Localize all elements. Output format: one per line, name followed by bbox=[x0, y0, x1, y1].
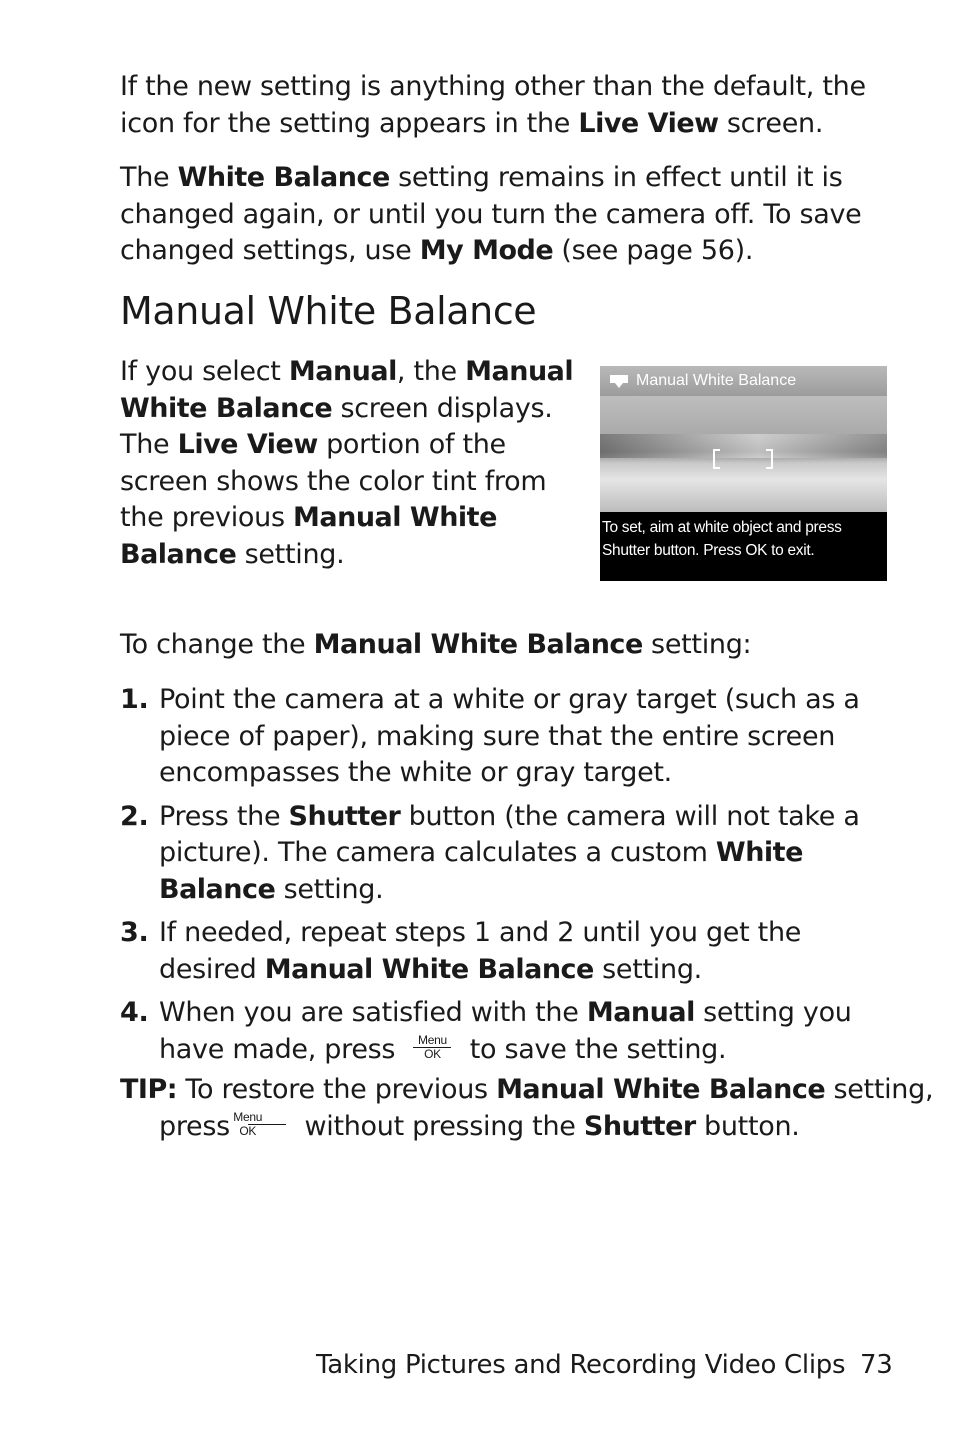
camera-screen-title: Manual White Balance bbox=[636, 372, 797, 389]
bold-term: Manual White Balance bbox=[496, 1074, 826, 1105]
focus-bracket-icon bbox=[712, 448, 774, 470]
list-item bbox=[120, 915, 900, 988]
list-item bbox=[120, 799, 900, 909]
text: setting: bbox=[642, 629, 752, 660]
text: without pressing the bbox=[296, 1110, 584, 1142]
menu-ok-button-icon bbox=[233, 1109, 290, 1138]
bold-term: Live View bbox=[578, 107, 719, 139]
live-view-area bbox=[600, 396, 887, 512]
text: When you are satisfied with the bbox=[159, 997, 587, 1028]
text: If the new setting is anything other than the default, the icon for the setting appears in the bbox=[120, 71, 866, 139]
footer-chapter-title: Taking Pictures and Recording Video Clips bbox=[316, 1350, 846, 1380]
text: button (the camera will not take a picture). The camera calculates a custom bbox=[159, 800, 860, 868]
bold-term: Manual bbox=[288, 356, 397, 387]
text: The bbox=[120, 162, 178, 193]
bold-term: White Balance bbox=[177, 162, 390, 193]
steps-list bbox=[120, 682, 900, 1075]
text: setting you have made, press bbox=[159, 997, 852, 1065]
text: To restore the previous bbox=[177, 1074, 497, 1105]
camera-screen-instructions bbox=[600, 512, 887, 581]
text: screen. bbox=[718, 107, 824, 139]
text: button. bbox=[695, 1110, 800, 1142]
ok-label: OK bbox=[239, 1123, 257, 1138]
bold-term: Manual White Balance bbox=[120, 502, 497, 570]
camera-screen-title-bar bbox=[600, 366, 887, 396]
paragraph-manual-intro bbox=[120, 354, 580, 573]
bold-term: My Mode bbox=[419, 235, 554, 266]
step-number: 1. bbox=[120, 684, 149, 715]
bold-term: Manual White Balance bbox=[313, 629, 643, 660]
instruction-line: To set, aim at white object and press bbox=[602, 519, 842, 536]
menu-ok-button-icon bbox=[409, 1034, 455, 1061]
list-item bbox=[120, 682, 900, 792]
step-number: 4. bbox=[120, 997, 149, 1028]
text: If you select bbox=[120, 356, 289, 387]
bold-term: Manual bbox=[586, 997, 695, 1028]
text: Point the camera at a white or gray target (such as a piece of paper), making sure that the entire screen encompasses the white or gray target. bbox=[159, 684, 860, 788]
white-balance-icon bbox=[608, 373, 630, 389]
step-number: 2. bbox=[120, 800, 149, 832]
bold-term: Shutter bbox=[288, 800, 401, 832]
text: Press the bbox=[159, 800, 289, 832]
bold-term: Manual White Balance bbox=[120, 356, 574, 424]
tip-label: TIP: bbox=[120, 1074, 178, 1105]
paragraph-white-balance-effect bbox=[120, 160, 900, 270]
text: setting. bbox=[275, 873, 384, 905]
section-heading: Manual White Balance bbox=[120, 289, 537, 333]
text: portion of the screen shows the color tint from the previous bbox=[120, 429, 547, 533]
list-item bbox=[120, 995, 900, 1068]
text: To change the bbox=[120, 629, 314, 660]
menu-label: Menu bbox=[413, 1034, 451, 1048]
text: to save the setting. bbox=[461, 1033, 727, 1065]
text: (see page 56). bbox=[553, 235, 754, 266]
paragraph-live-view-icon bbox=[120, 69, 900, 142]
text: , the bbox=[396, 356, 466, 387]
bold-term: White Balance bbox=[159, 837, 803, 905]
text: setting, press bbox=[159, 1074, 934, 1142]
tip-paragraph bbox=[120, 1072, 939, 1145]
instruction-line: Shutter button. Press OK to exit. bbox=[602, 542, 815, 559]
bold-term: Shutter bbox=[583, 1110, 696, 1142]
text: setting. bbox=[593, 953, 702, 985]
menu-label: Menu bbox=[248, 1111, 286, 1125]
text: screen displays. The bbox=[120, 392, 553, 460]
camera-screen-image bbox=[600, 366, 887, 581]
text: If needed, repeat steps 1 and 2 until you get the desired bbox=[159, 917, 802, 985]
text: setting. bbox=[236, 538, 345, 570]
bold-term: Manual White Balance bbox=[264, 953, 594, 985]
page-number: 73 bbox=[860, 1350, 893, 1380]
text: setting remains in effect until it is changed again, or until you turn the camera off. To save changed settings, use bbox=[120, 162, 862, 266]
paragraph-to-change bbox=[120, 627, 900, 664]
bold-term: Live View bbox=[177, 429, 318, 460]
step-number: 3. bbox=[120, 917, 149, 948]
ok-label: OK bbox=[424, 1046, 441, 1061]
